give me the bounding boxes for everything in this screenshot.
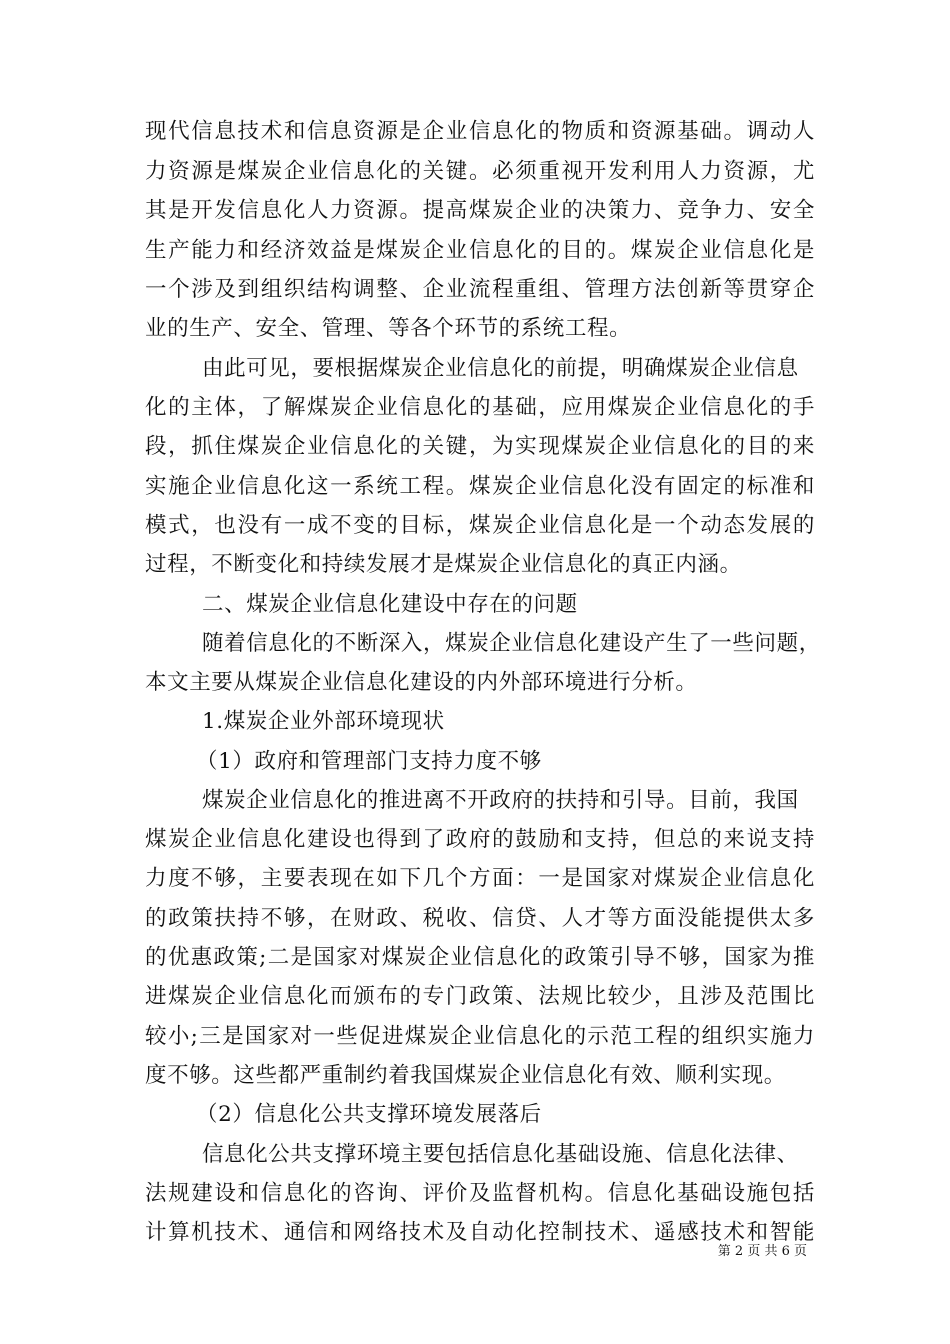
section-heading: 二、煤炭企业信息化建设中存在的问题: [202, 592, 578, 617]
text-line: 度不够。这些都严重制约着我国煤炭企业信息化有效、顺利实现。: [145, 1063, 786, 1088]
subsection-heading: 1.煤炭企业外部环境现状: [202, 709, 445, 734]
page-indicator: 第 2 页 共 6 页: [717, 1244, 807, 1259]
text-line: 化的主体，了解煤炭企业信息化的基础，应用煤炭企业信息化的手: [145, 395, 815, 420]
paragraph-first-line: 由此可见，要根据煤炭企业信息化的前提，明确煤炭企业信息: [202, 356, 799, 381]
text-line: 实施企业信息化这一系统工程。煤炭企业信息化没有固定的标准和: [145, 474, 815, 499]
paragraph-first-line: 信息化公共支撑环境主要包括信息化基础设施、信息化法律、: [202, 1142, 799, 1167]
subsubsection-heading: （2）信息化公共支撑环境发展落后: [196, 1102, 542, 1127]
text-line: 进煤炭企业信息化而颁布的专门政策、法规比较少，且涉及范围比: [145, 984, 815, 1009]
text-line: 煤炭企业信息化建设也得到了政府的鼓励和支持，但总的来说支持: [145, 827, 815, 852]
paragraph-first-line: 煤炭企业信息化的推进离不开政府的扶持和引导。目前，我国: [202, 788, 799, 813]
text-line: 的政策扶持不够，在财政、税收、信贷、人才等方面没能提供太多: [145, 906, 815, 931]
text-line: 计算机技术、通信和网络技术及自动化控制技术、遥感技术和智能: [145, 1220, 815, 1245]
text-line: 现代信息技术和信息资源是企业信息化的物质和资源基础。调动人: [145, 119, 815, 144]
text-line: 本文主要从煤炭企业信息化建设的内外部环境进行分析。: [145, 670, 698, 695]
text-line: 的优惠政策;二是国家对煤炭企业信息化的政策引导不够，国家为推: [145, 945, 815, 970]
text-line: 较小;三是国家对一些促进煤炭企业信息化的示范工程的组织实施力: [145, 1024, 815, 1049]
text-line: 其是开发信息化人力资源。提高煤炭企业的决策力、竞争力、安全: [145, 198, 815, 223]
text-line: 力度不够，主要表现在如下几个方面：一是国家对煤炭企业信息化: [145, 866, 815, 891]
subsubsection-heading: （1）政府和管理部门支持力度不够: [196, 749, 542, 774]
text-line: 力资源是煤炭企业信息化的关键。必须重视开发利用人力资源，尤: [145, 159, 815, 184]
text-line: 生产能力和经济效益是煤炭企业信息化的目的。煤炭企业信息化是: [145, 238, 815, 263]
text-line: 业的生产、安全、管理、等各个环节的系统工程。: [145, 316, 632, 341]
paragraph-first-line: 随着信息化的不断深入，煤炭企业信息化建设产生了一些问题，: [202, 631, 821, 656]
text-line: 过程，不断变化和持续发展才是煤炭企业信息化的真正内涵。: [145, 552, 742, 577]
text-line: 一个涉及到组织结构调整、企业流程重组、管理方法创新等贯穿企: [145, 277, 815, 302]
text-line: 段，抓住煤炭企业信息化的关键，为实现煤炭企业信息化的目的来: [145, 434, 815, 459]
text-line: 法规建设和信息化的咨询、评价及监督机构。信息化基础设施包括: [145, 1181, 815, 1206]
text-line: 模式，也没有一成不变的目标，煤炭企业信息化是一个动态发展的: [145, 513, 815, 538]
